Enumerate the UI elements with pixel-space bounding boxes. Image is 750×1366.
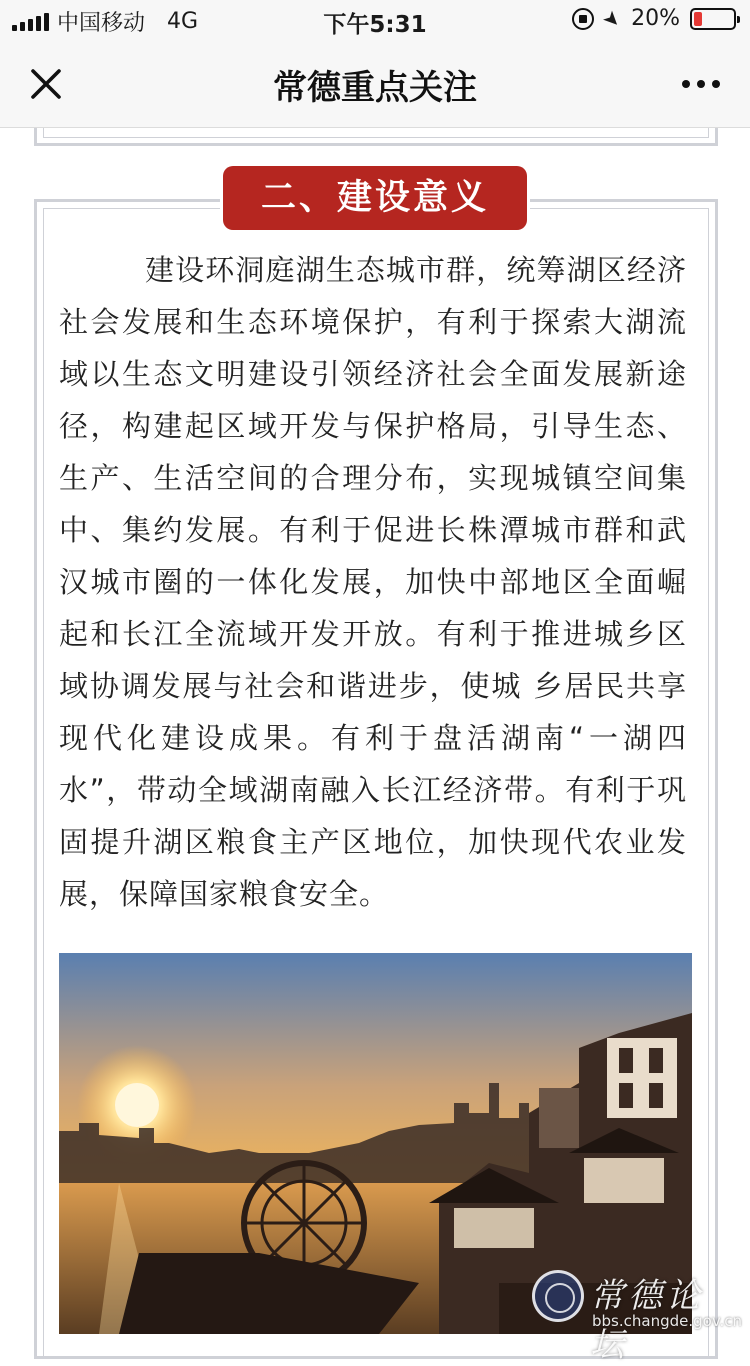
watermark-name: 常德论坛 xyxy=(590,1276,704,1365)
carrier-label: 中国移动 xyxy=(57,11,146,36)
article-paragraph: 建设环洞庭湖生态城市群，统筹湖区经济社会发展和生态环境保护，有利于探索大湖流域以生态文明建设引领经济社会全面发展新途径，构建起区域开发与保护格局，引导生态、生产、生活空间的合理分布，实现城镇空间集中、集约发展。有利于促进长株潭城市群和武汉城市圈的一体化发展，加快中部地区全面崛起和长江全流域开发开放。有利于推进城乡区域协调发展与社会和谐进步，使城 乡居民共享现代化建设成果。有利于盘活湖南“一湖四水”，带动全域湖南融入长江经济带。有利于巩固提升湖区粮食主产区地位，加快现代农业发展，保障国家粮食安全。 xyxy=(59,253,687,911)
nav-bar xyxy=(0,40,750,128)
battery-icon xyxy=(690,8,736,30)
more-icon xyxy=(682,80,690,88)
battery-percent: 20% xyxy=(631,6,680,31)
status-right xyxy=(572,6,736,31)
more-button[interactable] xyxy=(674,66,728,102)
previous-section-frame xyxy=(34,128,718,146)
status-bar xyxy=(0,0,750,40)
rotation-lock-icon xyxy=(572,8,594,30)
network-label: 4G xyxy=(167,9,199,34)
forum-watermark xyxy=(532,1268,743,1365)
section-heading: 二、建设意义 xyxy=(223,166,527,230)
forum-seal-logo xyxy=(532,1270,584,1322)
watermark-url: bbs.changde.gov.cn xyxy=(592,1312,743,1330)
battery-fill xyxy=(694,12,702,26)
location-arrow-icon: ➤ xyxy=(598,4,628,33)
page-title: 常德重点关注 xyxy=(273,68,477,108)
clock: 下午5:31 xyxy=(323,12,427,38)
